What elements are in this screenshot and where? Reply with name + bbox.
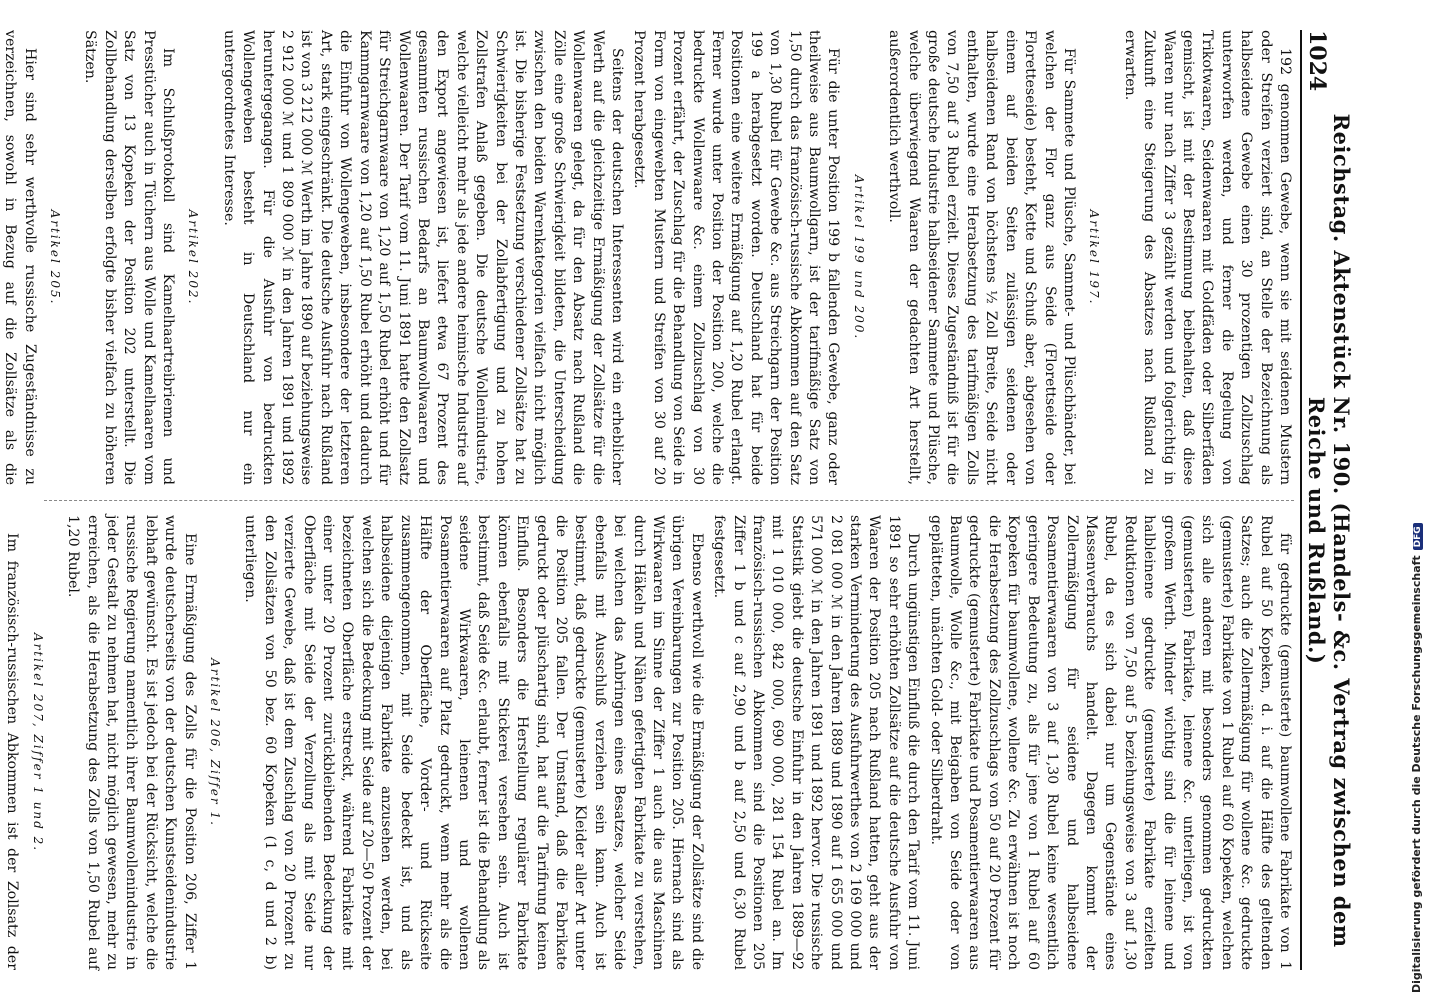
page-title: Reichstag. Aktenstück Nr. 190. (Handels- &c. Vertrag zwischen dem Reiche und Rußland.) <box>1304 113 1354 948</box>
section-heading: Artikel 197. <box>1087 209 1102 306</box>
paragraph: Im Schlußprotokoll sind Kamelhaartreibriemen und Presstücher auch in Tüchern aus Wolle und Kamelhaaren vom Satz von 13 Kopeken der Position 202 unterstellt. Die Zollbehandlung derselben erfolgte bisher vielfach zu höheren Sätzen. <box>82 30 177 485</box>
paragraph: Ebenso werthvoll wie die Ermäßigung der Zollsätze sind die übrigen Vereinbarungen zur Position 205. Hiernach sind als Wirkwaaren im Sinne der Ziffer 1 auch die aus Maschinen durch Häkeln und Nähen gefertigten Fabrikate zu verstehen, bei welchen das Anbringen eines Besatzes, welcher Seide ebenfalls mit Ausschluß verziehen sein kann. Auch ist bestimmt, daß gedruckte (gemusterte) Kleider aller Art unter die Position 205 fallen. Der Umstand, daß die Fabrikate gedruckt oder plüschartig sind, hat auf die Tarifirung keinen Einfluß. Besonders die Herstellung regulärer Fabrikate können ebenfalls mit Stickerei versehen sein. Auch ist bestimmt, daß Seide &c. erlaubt, ferner ist die Behandlung als seidene Wirkwaaren, leinenen und wollenen Posamentierwaaren auf Platz gedruckt, wenn mehr als die Hälfte der Oberfläche, Vorder- und Rückseite zusammengenommen, mit Seide bedeckt ist, und als halbseidene diejenigen Fabrikate anzusehen werden, bei welchen sich die Bedeckung mit Seide auf 20—50 Prozent der bezeichneten Oberfläche erstreckt, während Fabrikate mit einer unter 20 Prozent zurückbleibenden Bedeckung der Oberfläche mit Seide der Verzollung als mit Seide nur verzierte Gewebe, daß ist dem Zuschlag von 20 Prozent zu den Zollsätzen von 50 bez. 60 Kopeken (1 c, d und 2 b) unterliegen. <box>242 515 705 970</box>
dfg-logo: DFG <box>1413 523 1423 550</box>
paragraph: Eine Ermäßigung des Zolls für die Position 206, Ziffer 1 wurde deutscherseits von der deutschen Kunstseidenindustrie lebhaft gewünscht. Es ist jedoch bei der Rücksicht, welche die russische Regierung namentlich ihrer Baumwollenindustrie in jeder Gestalt zu nehmen hat, nicht möglich gewesen, mehr zu erreichen, als die Herabsetzung des Zolls von 1,50 Rubel auf 1,20 Rubel. <box>65 515 198 970</box>
paragraph: Hier sind sehr werthvolle russische Zugeständnisse zu verzeichnen, sowohl in Bezug auf die Zollsätze als die <box>2 30 38 485</box>
page-number: 1024 <box>1304 30 1330 92</box>
column-divider <box>44 500 1294 502</box>
section-heading: Artikel 205. <box>48 209 63 306</box>
page-header <box>1300 30 1354 970</box>
section-heading: Artikel 202. <box>186 209 201 306</box>
section-heading: Artikel 206, Ziffer 1. <box>208 658 223 827</box>
paragraph: Für die unter Position 199 b fallenden Gewebe, ganz oder theilweise aus Baumwollgarn, ist der tarifmäßige Satz von 1,50 durch das französisch-russische Abkommen auf den Satz von 1,30 Rubel für Gewebe &c. aus Streichgarn der Position 199 a herabgesetzt worden. Deutschland hat für beide Positionen eine weitere Ermäßigung auf 1,20 Rubel erlangt. Ferner wurde unter Position der Position 200, welche die bedruckte Wollenwaare &c. einem Zollzuschlag von 30 Prozent erfährt, der Zuschlag für die Behandlung von Seide in Form von eingewebten Mustern und Streifen von 30 auf 20 Prozent herabgesetzt. <box>631 30 842 485</box>
paragraph: für gedruckte (gemusterte) baumwollene Fabrikate von 1 Rubel auf 50 Kopeken, d. i. auf die Hälfte des geltenden Satzes; auch die Zollermäßigung für wollene &c. gedruckte (gemusterte) Fabrikate von 1 Rubel auf 60 Kopeken, welchen sich alle anderen mit besonders genommen gedruckten (gemusterten) Fabrikate, leinene &c. unterliegen, ist von großem Werth. Minder wichtig sind die für leinene und halbleinene gedruckte (gemusterte) Fabrikate erzielten Reduktionen von 7,50 auf 5 beziehungsweise von 3 auf 1,30 Rubel, da es sich dabei nur um Gegenstände eines Massenverbrauchs handelt. Dagegen kommt der Zollermäßigung für seidene und halbseidene Posamentierwaaren von 3 auf 1,30 Rubel keine wesentlich geringere Bedeutung zu, als für jene von 1 Rubel auf 60 Kopeken für baumwollene, wollene &c. Zu erwähnen ist noch die Herabsetzung des Zollzuschlags von 50 auf 20 Prozent für gedruckte (gemusterte) Fabrikate und Posamentierwaaren aus Baumwolle, Wolle &c., mit Beigaben von Seide oder von geplätteten, unächten Gold- oder Silberdraht. <box>927 515 1293 970</box>
footer-credit-text: Digitalisierung gefördert durch die Deutsche Forschungsgemeinschaft <box>1410 555 1423 993</box>
right-column <box>4 515 1294 970</box>
left-column <box>2 30 1294 485</box>
paragraph: Durch ungünstigen Einfluß die durch den Tarif vom 11. Juni 1891 so sehr erhöhten Zollsätze auf die deutsche Ausfuhr von Waaren der Position 205 nach Rußland hatten, geht aus der starken Verminderung des Ausfuhrwerthes von 2 169 000 und 2 081 000 ℳ in den Jahren 1889 und 1890 auf 1 655 000 und 571 000 ℳ in den Jahren 1891 und 1892 hervor. Die russische Statistik giebt die deutsche Einfuhr in den Jahren 1889—92 mit 1 010 000, 842 000, 690 000, 281 154 Rubel an. Im französisch-russischen Abkommen sind die Positionen 205 Ziffer 1 b und c auf 2,90 und b auf 2,50 und 6,30 Rubel festgesetzt. <box>711 515 922 970</box>
paragraph: 192 genommen Gewebe, wenn sie mit seidenen Mustern oder Streifen verziert sind, an Stelle der Bezeichnung als halbseidene Gewebe einen 30 prozentigen Zollzuschlag unterworfen werden, und ferner die Regelung von Trikotwaaren, Seidenwaaren mit Goldfäden oder Silberfäden gemischt, ist mit der Bestimmung beibehalten, daß diese Waaren nur nach Ziffer 3 gezählt werden und folgerichtig in Zukunft eine Steigerung des Absatzes nach Rußland zu erwarten. <box>1121 30 1293 485</box>
paragraph: Für Sammete und Plüsche, Sammet- und Plüschbänder, bei welchen der Flor ganz aus Seide (Florettseide oder Floretteseide) besteht, Kette und Schuß aber, abgesehen von einem auf beiden Seiten zulässigen seidenen oder halbseidenen Rand von höchstens ½ Zoll Breite, Seide nicht enthalten, wurde eine Herabsetzung des tarifmäßigen Zolls von 7,50 auf 3 Rubel erzielt. Dieses Zugeständniß ist für die große deutsche Industrie halbseidener Sammete und Plüsche, welche überwiegend Waaren der gedachten Art herstellt, außerordentlich werthvoll. <box>886 30 1077 485</box>
document-page <box>2 0 1380 1000</box>
footer-credit <box>1410 523 1423 993</box>
paragraph: Seitens der deutschen Interessenten wird ein erheblicher Werth auf die gleichzeitige Ermäßigung der Zollsätze für die Wollenwaaren gelegt, da für den Absatz nach Rußland die Zölle eine große Schwierigkeit bildeten, die Unterscheidung zwischen den beiden Warenkategorien vielfach nicht möglich ist. Die bisherige Festsetzung verschiedener Zollsätze hat zu Schwierigkeiten bei der Zollabfertigung und zu hohen Zollstrafen Anlaß gegeben. Die deutsche Wollenindustrie, welche vielleicht mehr als jede andere heimische Industrie auf den Export angewiesen ist, liefert etwa 67 Prozent des gesammten russischen Bedarfs an Baumwollwaaren und Wollenwaaren. Der Tarif vom 11. Juni 1891 hatte den Zollsatz für Streichgarnwaare von 1,20 auf 1,50 Rubel erhöht und für Kammgarnwaare von 1,20 auf 1,50 Rubel erhöht und dadurch die Einfuhr von Wollengeweben, insbesondere der letzteren Art, stark eingeschränkt. Die deutsche Ausfuhr nach Rußland ist von 3 212 000 ℳ Werth im Jahre 1890 auf beziehungsweise 2 912 000 ℳ und 1 809 000 ℳ in den Jahren 1891 und 1892 heruntergegangen. Für die Ausfuhr von bedruckten Wollengeweben besteht in Deutschland nur ein untergeordnetes Interesse. <box>220 30 625 485</box>
paragraph: Im französisch-russischen Abkommen ist der Zollsatz der <box>4 533 21 970</box>
section-heading: Artikel 199 und 200. <box>851 174 866 341</box>
section-heading: Artikel 207, Ziffer 1 und 2. <box>30 632 45 853</box>
